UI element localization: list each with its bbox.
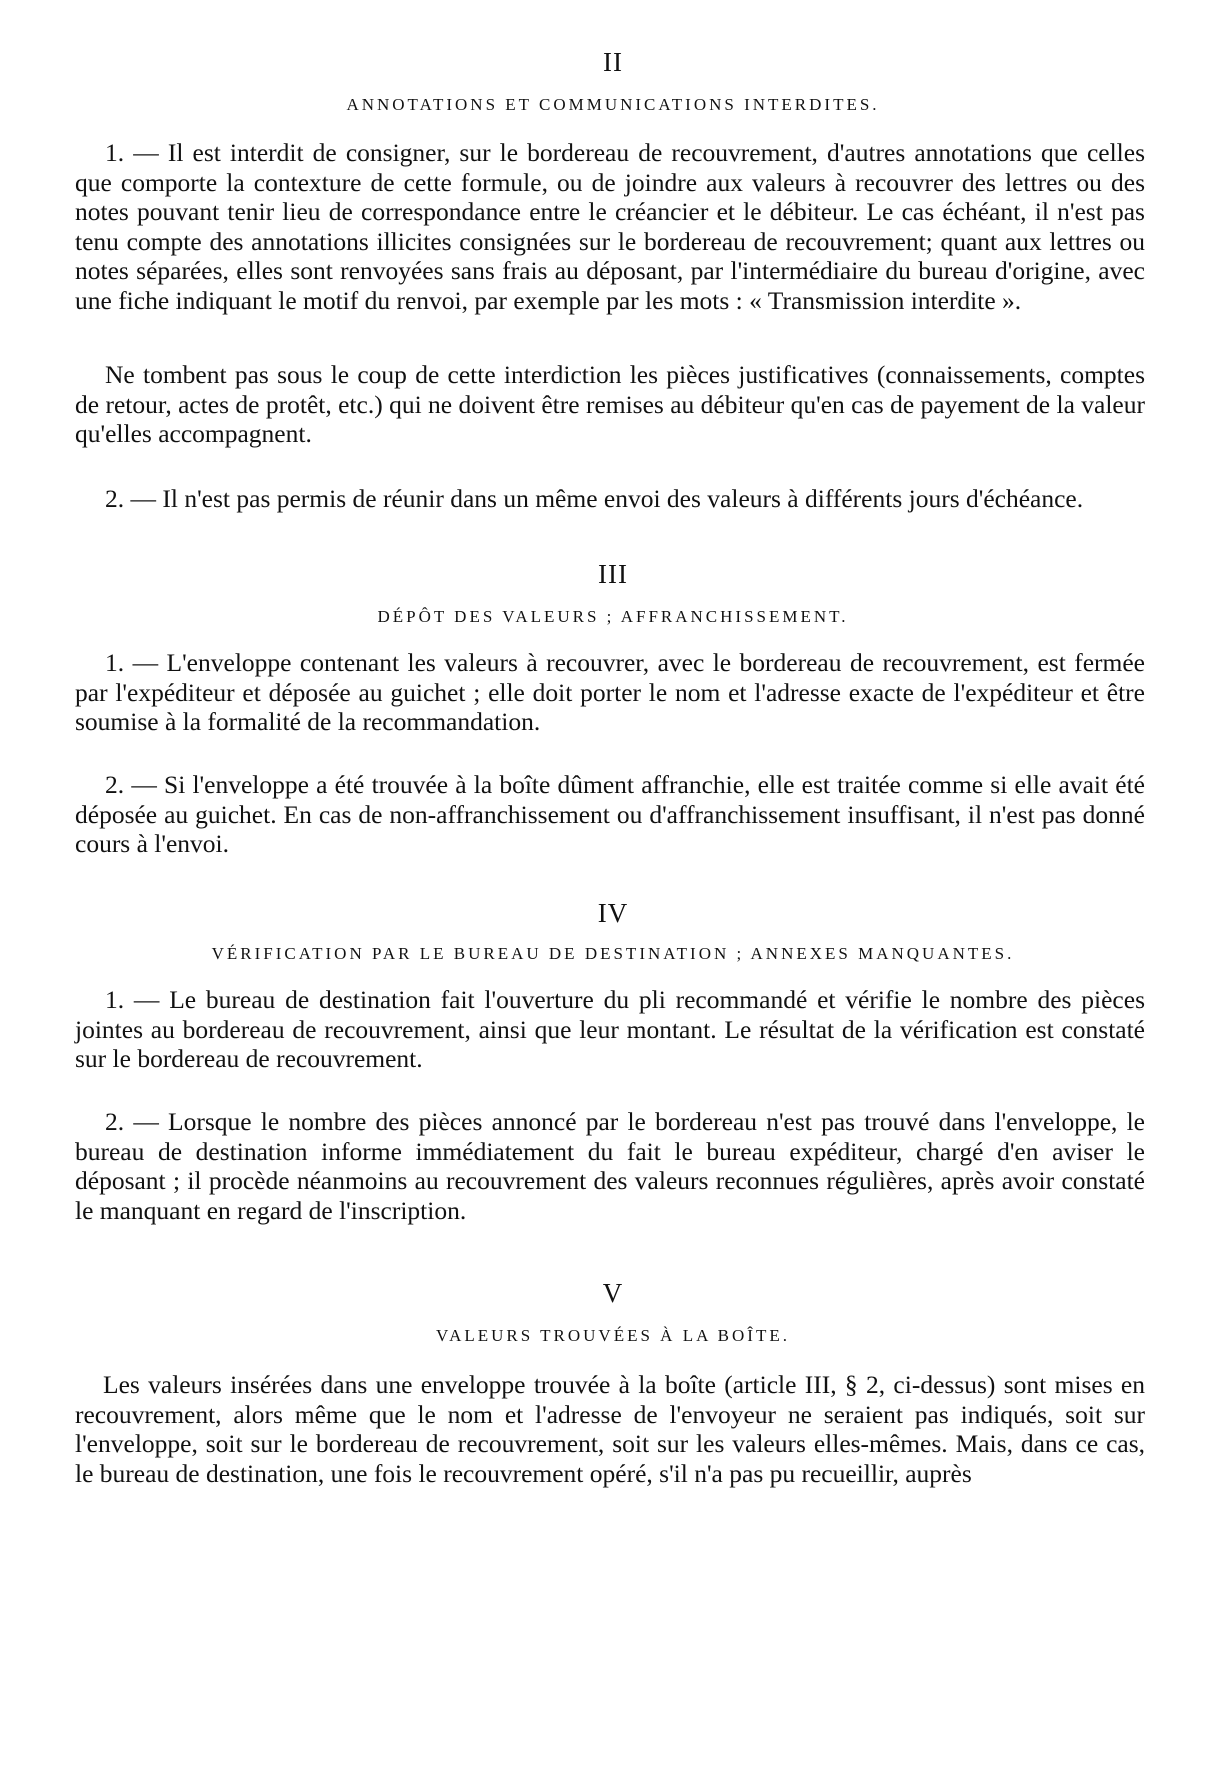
section-heading-2: ANNOTATIONS ET COMMUNICATIONS INTERDITES. — [346, 95, 880, 114]
paragraph: 1. — L'enveloppe contenant les valeurs à recouvrer, avec le bordereau de recouvrement, est fermée par l'expéditeur et déposée au guichet ; elle doit porter le nom et l'adresse exacte de l'expéditeur et être soumise à la formalité de la recommandation. — [75, 648, 1145, 736]
section-numeral-2: II — [603, 47, 623, 77]
paragraph: Les valeurs insérées dans une enveloppe trouvée à la boîte (article III, § 2, ci-dessus) sont mises en recouvrement, alors même que le nom et l'adresse de l'envoyeur ne seraient pas indiqués, soit sur l'enveloppe, soit sur le bordereau de recouvrement, soit sur les valeurs elles-mêmes. Mais, dans ce cas, le bureau de destination, une fois le recouvrement opéré, s'il n'a pas pu recueillir, auprès — [75, 1370, 1145, 1488]
paragraph: 2. — Si l'enveloppe a été trouvée à la boîte dûment affranchie, elle est traitée comme si elle avait été déposée au guichet. En cas de non-affranchissement ou d'affranchissement insuffisant, il n'est pas donné cours à l'envoi. — [75, 770, 1145, 858]
paragraph: 2. — Lorsque le nombre des pièces annoncé par le bordereau n'est pas trouvé dans l'enveloppe, le bureau de destination informe immédiatement du fait le bureau expéditeur, chargé d'en aviser le déposant ; il procède néanmoins au recouvrement des valeurs reconnues régulières, après avoir constaté le manquant en regard de l'inscription. — [75, 1107, 1145, 1225]
paragraph: Ne tombent pas sous le coup de cette interdiction les pièces justificatives (connaissements, comptes de retour, actes de protêt, etc.) qui ne doivent être remises au débiteur qu'en cas de payement de la valeur qu'elles accompagnent. — [75, 360, 1145, 448]
section-heading-3: DÉPÔT DES VALEURS ; AFFRANCHISSEMENT. — [377, 607, 849, 626]
section-heading-5: VALEURS TROUVÉES À LA BOÎTE. — [436, 1326, 790, 1345]
section-numeral-5: V — [602, 1278, 624, 1308]
paragraph: 1. — Il est interdit de consigner, sur le bordereau de recouvrement, d'autres annotations que celles que comporte la contexture de cette formule, ou de joindre aux valeurs à recouvrer des lettres ou des notes pouvant tenir lieu de correspondance entre le créancier et le débiteur. Le cas échéant, il n'est pas tenu compte des annotations illicites consignées sur le bordereau de recouvrement; quant aux lettres ou notes séparées, elles sont renvoyées sans frais au déposant, par l'intermédiaire du bureau d'origine, avec une fiche indiquant le motif du renvoi, par exemple par les mots : « Transmission interdite ». — [75, 138, 1145, 315]
paragraph: 2. — Il n'est pas permis de réunir dans un même envoi des valeurs à différents jours d'échéance. — [105, 484, 1084, 513]
paragraph: 1. — Le bureau de destination fait l'ouverture du pli recommandé et vérifie le nombre des pièces jointes au bordereau de recouvrement, ainsi que leur montant. Le résultat de la vérification est constaté sur le bordereau de recouvrement. — [75, 985, 1145, 1073]
section-heading-4: VÉRIFICATION PAR LE BUREAU DE DESTINATION ; ANNEXES MANQUANTES. — [211, 944, 1015, 963]
section-numeral-4: IV — [597, 898, 629, 928]
section-numeral-3: III — [598, 559, 628, 589]
